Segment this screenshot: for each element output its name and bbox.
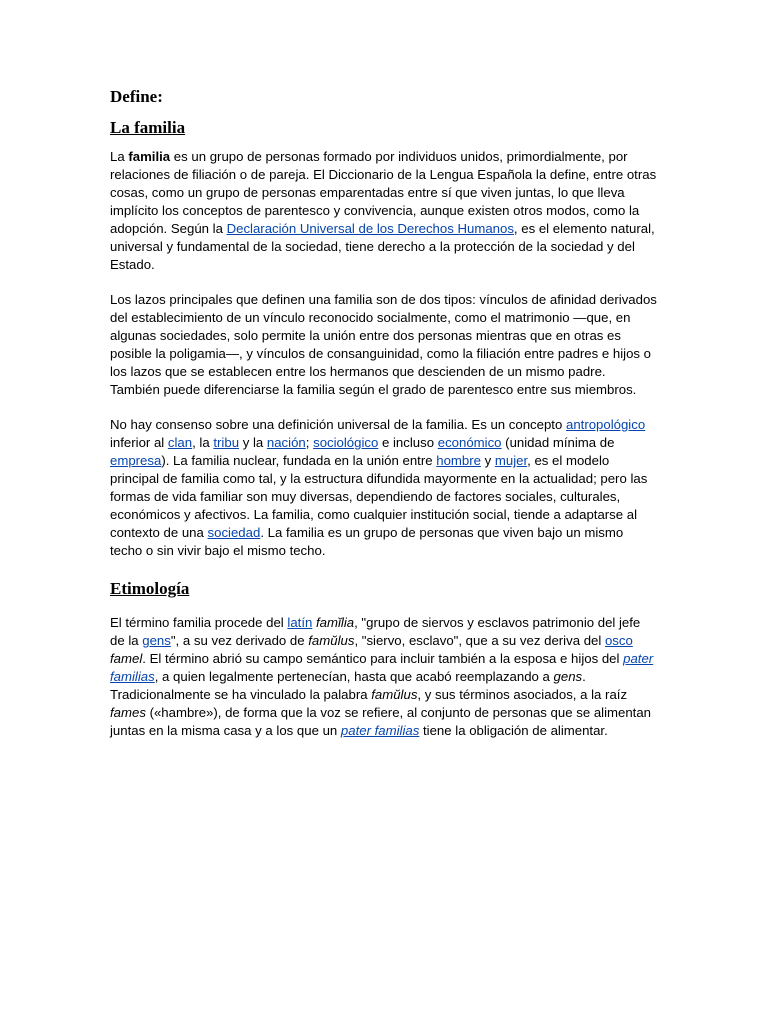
italic-famulus: famŭlus — [308, 633, 355, 648]
document-content — [110, 86, 658, 740]
link-empresa[interactable]: empresa — [110, 453, 162, 468]
link-clan[interactable]: clan — [167, 435, 193, 450]
link-sociologico[interactable]: sociológico — [313, 435, 379, 450]
heading-etimologia: Etimología — [110, 579, 190, 598]
link-sociedad[interactable]: sociedad — [207, 525, 261, 540]
link-nacion[interactable]: nación — [266, 435, 306, 450]
link-tribu[interactable]: tribu — [213, 435, 240, 450]
paragraph-definition: La familia es un grupo de personas formado por individuos unidos, primordialmente, por relaciones de filiación o de pareja. El Diccionario de la Lengua Española la define, entre otras cosas, como un grupo de personas emparentadas entre sí que viven juntas, lo que lleva implícito los conceptos de parentesco y convivencia, aunque existen otros modos, como la adopción. Según la Declaración Universal de los Derechos Humanos, es el elemento natural, universal y fundamental de la sociedad, tiene derecho a la protección de la sociedad y del Estado. — [110, 149, 657, 272]
italic-famel: famel — [110, 651, 143, 666]
link-antropologico[interactable]: antropológico — [565, 417, 646, 432]
link-osco[interactable]: osco — [604, 633, 633, 648]
link-gens[interactable]: gens — [142, 633, 171, 648]
link-mujer[interactable]: mujer — [494, 453, 528, 468]
italic-familia: famĭlia — [316, 615, 355, 630]
paragraph-etimologia: El término familia procede del latín famĭlia, "grupo de siervos y esclavos patrimonio del jefe de la gens", a su vez derivado de famŭlus, "siervo, esclavo", que a su vez deriva del osco famel. El término abrió su campo semántico para incluir también a la esposa e hijos del pater familias, a quien legalmente pertenecían, hasta que acabó reemplazando a gens. Tradicionalmente se ha vinculado la palabra famŭlus, y sus términos asociados, a la raíz fames («hambre»), de forma que la voz se refiere, al conjunto de personas que se alimentan juntas en la misma casa y a los que un pater familias tiene la obligación de alimentar. — [110, 615, 654, 738]
link-pater-familias[interactable]: pater familias — [340, 723, 420, 738]
bold-familia: familia — [128, 149, 171, 164]
paragraph-consenso: No hay consenso sobre una definición universal de la familia. Es un concepto antropológico inferior al clan, la tribu y la nación; sociológico e incluso económico (unidad mínima de empresa). La familia nuclear, fundada en la unión entre hombre y mujer, es el modelo principal de familia como tal, y la estructura difundida mayormente en la actualidad; pero las formas de vida familiar son muy diversas, dependiendo de factores sociales, culturales, económicos y afectivos. La familia, como cualquier institución social, tiende a adaptarse al contexto de una sociedad. La familia es un grupo de personas que viven bajo un mismo techo o sin vivir bajo el mismo techo. — [110, 417, 648, 558]
italic-famulus: famŭlus — [371, 687, 418, 702]
paragraph-lazos: Los lazos principales que definen una familia son de dos tipos: vínculos de afinidad derivados del establecimiento de un vínculo reconocido socialmente, como el matrimonio —que, en algunas sociedades, solo permite la unión entre dos personas mientras que en otras es posible la poligamia—, y vínculos de consanguinidad, como la filiación entre padres e hijos o los lazos que se establecen entre los hermanos que descienden de un mismo padre. También puede diferenciarse la familia según el grado de parentesco entre sus miembros. — [110, 292, 657, 397]
link-latin[interactable]: latín — [287, 615, 313, 630]
italic-gens: gens — [553, 669, 583, 684]
link-economico[interactable]: económico — [437, 435, 502, 450]
link-pater-familias[interactable]: pater familias — [110, 651, 654, 684]
italic-fames: fames — [110, 705, 146, 720]
define-title: Define: — [110, 87, 163, 106]
heading-la-familia: La familia — [110, 118, 186, 137]
link-hombre[interactable]: hombre — [436, 453, 481, 468]
link-declaracion-derechos-humanos[interactable]: Declaración Universal de los Derechos Humanos — [226, 221, 514, 236]
